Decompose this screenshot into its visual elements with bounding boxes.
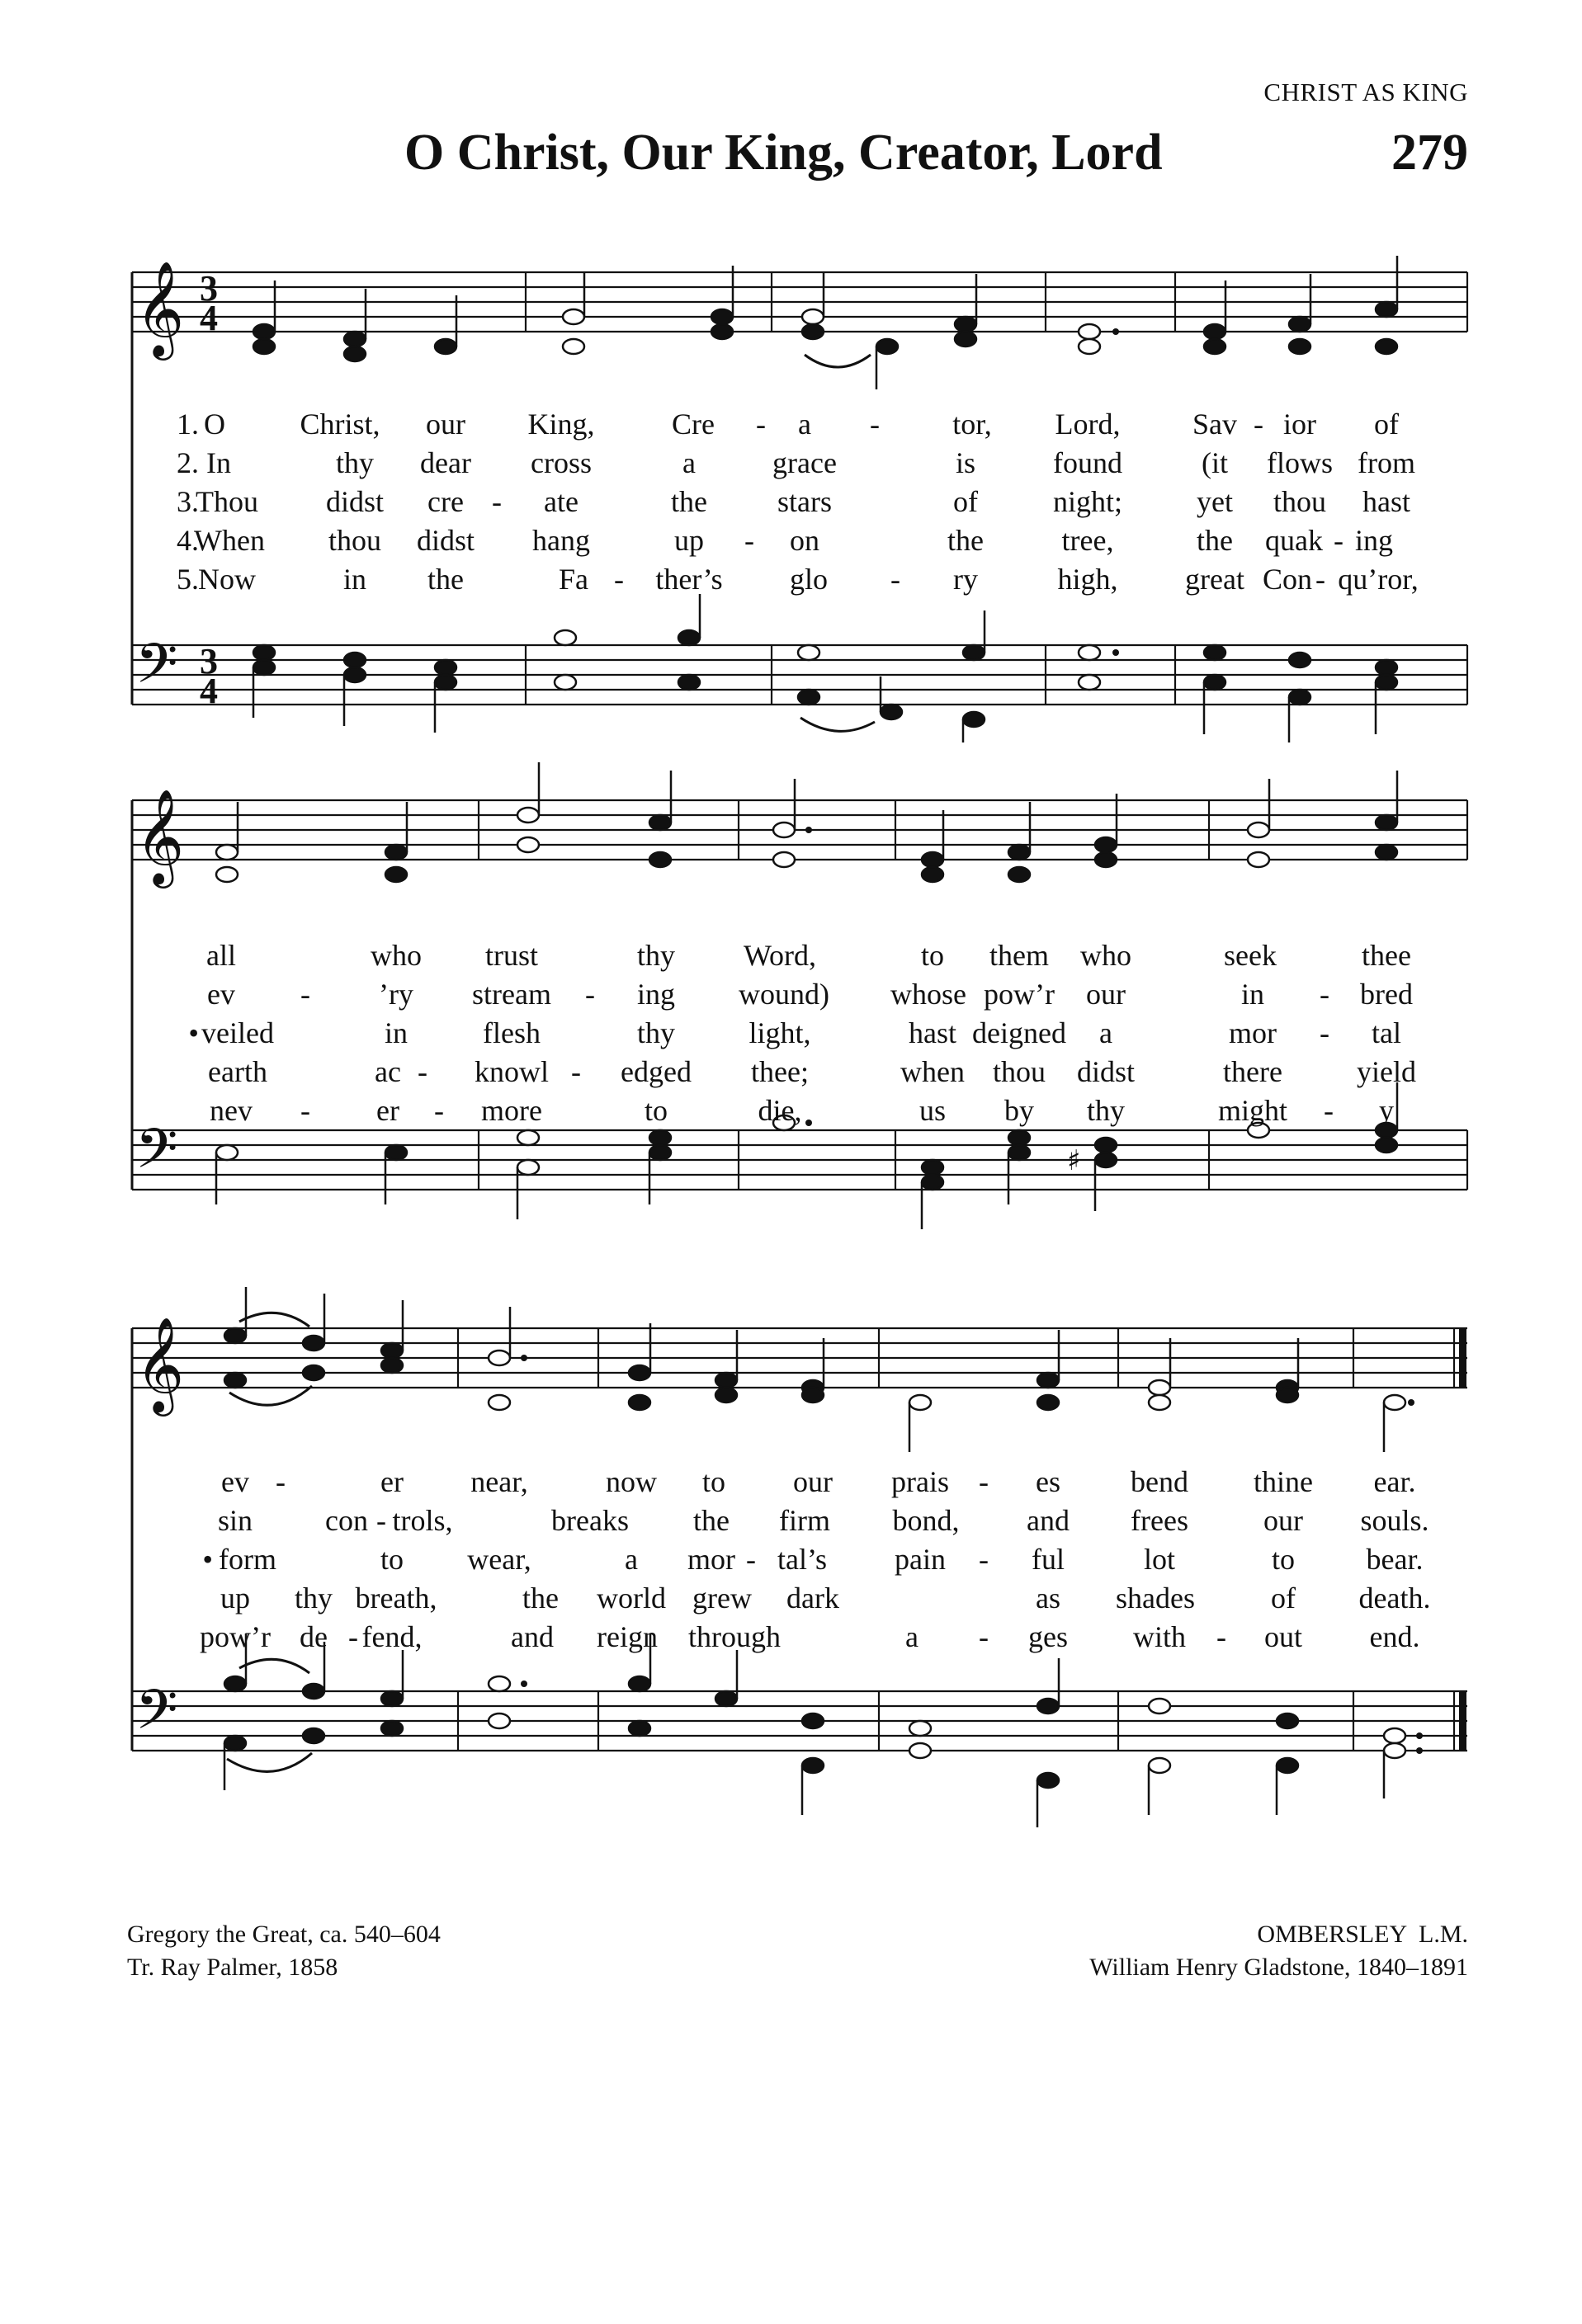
syllable: in xyxy=(1240,978,1265,1011)
syllable: when xyxy=(900,1055,965,1088)
syllable: - xyxy=(756,408,766,441)
syllable: shades xyxy=(1116,1582,1195,1615)
syllable: dear xyxy=(420,446,471,479)
syllable: a xyxy=(682,446,696,479)
lyric-line xyxy=(124,1581,1469,1619)
syllable: yet xyxy=(1197,485,1233,518)
verse-marker: • xyxy=(188,1016,199,1049)
bass-notes xyxy=(224,1676,1405,1788)
syllable: qu’ror, xyxy=(1338,563,1419,596)
lyric-line xyxy=(124,1093,1469,1132)
bass-clef-icon xyxy=(135,1678,177,1755)
syllable: ac xyxy=(375,1055,401,1088)
lyric-line xyxy=(124,1464,1469,1503)
syllable: didst xyxy=(1076,1055,1136,1088)
bass-clef-icon xyxy=(135,632,177,709)
syllable: - xyxy=(418,1055,427,1088)
syllable: - xyxy=(1254,408,1263,441)
syllable: death. xyxy=(1358,1582,1431,1615)
syllable: our xyxy=(1263,1504,1303,1537)
syllable: through xyxy=(688,1620,781,1653)
syllable: ing xyxy=(1354,524,1394,557)
syllable: in xyxy=(384,1016,408,1049)
lyric-line xyxy=(124,1542,1469,1581)
syllable: knowl xyxy=(475,1055,549,1088)
syllable: King, xyxy=(527,408,595,441)
syllable: a xyxy=(1099,1016,1112,1049)
syllable: thy xyxy=(294,1582,333,1615)
syllable: to xyxy=(380,1543,404,1576)
syllable: and xyxy=(511,1620,554,1653)
syllable: the xyxy=(427,563,464,596)
syllable: - xyxy=(979,1620,989,1653)
text-credits xyxy=(127,1918,441,1984)
syllable: die, xyxy=(758,1094,802,1127)
syllable: - xyxy=(1320,1016,1329,1049)
syllable: them xyxy=(989,939,1049,972)
syllable: near, xyxy=(470,1465,528,1498)
syllable: seek xyxy=(1224,939,1277,972)
syllable: form xyxy=(219,1543,276,1576)
syllable: - xyxy=(1216,1620,1226,1653)
syllable: didst xyxy=(325,485,385,518)
syllable: bond, xyxy=(892,1504,960,1537)
syllable: flesh xyxy=(483,1016,541,1049)
syllable: tal xyxy=(1372,1016,1401,1049)
lyric-line xyxy=(124,1016,1469,1054)
syllable: cre xyxy=(427,485,464,518)
syllable: found xyxy=(1053,446,1122,479)
syllable: great xyxy=(1185,563,1244,596)
syllable: who xyxy=(371,939,422,972)
syllable: firm xyxy=(779,1504,830,1537)
syllable: end. xyxy=(1369,1620,1420,1653)
syllable: O xyxy=(204,408,225,441)
syllable: light, xyxy=(748,1016,811,1049)
lyric-line xyxy=(124,1054,1469,1093)
syllable: to xyxy=(920,939,945,972)
syllable: mor xyxy=(687,1543,735,1576)
syllable: ’ry xyxy=(379,978,413,1011)
syllable: - xyxy=(1320,978,1329,1011)
syllable: trols, xyxy=(392,1504,453,1537)
syllable: es xyxy=(1036,1465,1060,1498)
author-credit: Gregory the Great, ca. 540–604 xyxy=(127,1921,441,1948)
syllable: thine xyxy=(1254,1465,1313,1498)
music-system-1 xyxy=(124,247,1469,742)
lyrics-system-2 xyxy=(124,938,1469,1132)
svg-text:𝄞: 𝄞 xyxy=(135,788,185,884)
syllable: - xyxy=(1334,524,1344,557)
hymn-number: 279 xyxy=(1391,125,1468,181)
syllable: might xyxy=(1217,1094,1288,1127)
syllable: veiled xyxy=(201,1016,274,1049)
syllable: tal’s xyxy=(777,1543,827,1576)
syllable: there xyxy=(1223,1055,1282,1088)
syllable: er xyxy=(376,1094,399,1127)
syllable: reign xyxy=(597,1620,658,1653)
treble-clef-icon xyxy=(135,788,184,889)
svg-text:𝄢: 𝄢 xyxy=(135,1678,178,1755)
syllable: glo xyxy=(789,563,829,596)
svg-text:3: 3 xyxy=(200,268,218,309)
syllable: thee; xyxy=(751,1055,809,1088)
syllable: Thou xyxy=(196,485,258,518)
syllable: Sav xyxy=(1192,408,1237,441)
syllable: - xyxy=(300,978,310,1011)
tune-name: OMBERSLEY L.M. xyxy=(1257,1921,1468,1948)
syllable: from xyxy=(1358,446,1415,479)
syllable: our xyxy=(1086,978,1126,1011)
syllable: hast xyxy=(1362,485,1410,518)
syllable: edged xyxy=(621,1055,692,1088)
syllable: a xyxy=(625,1543,638,1576)
syllable: the xyxy=(671,485,707,518)
syllable: cross xyxy=(531,446,592,479)
syllable: the xyxy=(1197,524,1233,557)
syllable: to xyxy=(701,1465,726,1498)
svg-text:3: 3 xyxy=(200,641,218,681)
syllable: thou xyxy=(1273,485,1327,518)
syllable: stream xyxy=(472,978,551,1011)
syllable: lot xyxy=(1143,1543,1176,1576)
syllable: - xyxy=(979,1543,989,1576)
syllable: Lord, xyxy=(1055,408,1121,441)
syllable: to xyxy=(644,1094,668,1127)
svg-text:𝄢: 𝄢 xyxy=(135,1117,178,1194)
syllable: a xyxy=(798,408,811,441)
syllable: (it xyxy=(1202,446,1228,479)
syllable: bend xyxy=(1131,1465,1188,1498)
syllable: breaks xyxy=(551,1504,629,1537)
syllable: - xyxy=(614,563,624,596)
syllable: - xyxy=(744,524,754,557)
syllable: in xyxy=(342,563,367,596)
syllable: pain xyxy=(895,1543,946,1576)
syllable: grew xyxy=(692,1582,752,1615)
syllable: wear, xyxy=(467,1543,531,1576)
syllable: ev xyxy=(207,978,235,1011)
syllable: didst xyxy=(416,524,475,557)
syllable: y xyxy=(1379,1094,1394,1127)
syllable: ges xyxy=(1028,1620,1068,1653)
syllable: prais xyxy=(891,1465,949,1498)
syllable: yield xyxy=(1357,1055,1416,1088)
syllable: - xyxy=(376,1504,386,1537)
syllable: - xyxy=(890,563,900,596)
syllable: frees xyxy=(1131,1504,1188,1537)
syllable: - xyxy=(870,408,880,441)
syllable: Cre xyxy=(672,408,715,441)
svg-text:𝄢: 𝄢 xyxy=(135,632,178,709)
syllable: Fa xyxy=(559,563,588,596)
syllable: as xyxy=(1036,1582,1060,1615)
syllable: the xyxy=(947,524,984,557)
svg-text:4: 4 xyxy=(200,671,218,711)
syllable: - xyxy=(979,1465,989,1498)
syllable: and xyxy=(1027,1504,1070,1537)
treble-notes xyxy=(224,1328,1405,1410)
syllable: all xyxy=(206,939,236,972)
syllable: ther’s xyxy=(655,563,723,596)
syllable: trust xyxy=(484,939,539,972)
treble-clef-icon xyxy=(135,1316,184,1417)
syllable: thou xyxy=(992,1055,1046,1088)
syllable: grace xyxy=(772,446,837,479)
syllable: bred xyxy=(1360,978,1413,1011)
lyric-line xyxy=(124,977,1469,1016)
verse-number: 3. xyxy=(177,485,199,518)
syllable: quak xyxy=(1265,524,1323,557)
syllable: thy xyxy=(636,1016,676,1049)
syllable: on xyxy=(790,524,819,557)
syllable: Now xyxy=(198,563,256,596)
syllable: - xyxy=(434,1094,444,1127)
syllable: ear. xyxy=(1373,1465,1416,1498)
syllable: flows xyxy=(1267,446,1333,479)
syllable: of xyxy=(1374,408,1399,441)
hymn-title: O Christ, Our King, Creator, Lord xyxy=(404,125,1163,181)
syllable: When xyxy=(194,524,265,557)
syllable: er xyxy=(380,1465,404,1498)
syllable: - xyxy=(276,1465,286,1498)
lyric-line xyxy=(124,562,1469,601)
syllable: tor, xyxy=(952,408,992,441)
syllable: us xyxy=(919,1094,947,1127)
syllable: to xyxy=(1271,1543,1296,1576)
svg-text:4: 4 xyxy=(200,298,218,338)
syllable: Con xyxy=(1262,563,1313,596)
lyrics-system-1 xyxy=(124,407,1469,601)
syllable: ior xyxy=(1283,408,1316,441)
syllable: our xyxy=(426,408,465,441)
syllable: tree, xyxy=(1061,524,1114,557)
music-system-2 xyxy=(124,759,1469,1254)
syllable: by xyxy=(1004,1094,1034,1127)
syllable: stars xyxy=(777,485,832,518)
syllable: ate xyxy=(544,485,578,518)
verse-number: 2. xyxy=(177,446,199,479)
lyric-line xyxy=(124,407,1469,445)
syllable: fend, xyxy=(361,1620,423,1653)
syllable: - xyxy=(300,1094,310,1127)
syllable: - xyxy=(585,978,595,1011)
syllable: the xyxy=(693,1504,730,1537)
syllable: de xyxy=(300,1620,328,1653)
syllable: is xyxy=(955,446,976,479)
syllable: thy xyxy=(335,446,375,479)
lyric-line xyxy=(124,445,1469,484)
syllable: ev xyxy=(221,1465,249,1498)
syllable: with xyxy=(1132,1620,1187,1653)
lyric-line xyxy=(124,1503,1469,1542)
syllable: thee xyxy=(1362,939,1411,972)
composer-credit: William Henry Gladstone, 1840–1891 xyxy=(1089,1954,1468,1981)
syllable: dark xyxy=(786,1582,839,1615)
syllable: In xyxy=(206,446,231,479)
syllable: of xyxy=(953,485,978,518)
syllable: world xyxy=(597,1582,666,1615)
syllable: - xyxy=(348,1620,358,1653)
syllable: up xyxy=(674,524,704,557)
syllable: con xyxy=(325,1504,368,1537)
syllable: - xyxy=(571,1055,581,1088)
syllable: more xyxy=(481,1094,542,1127)
syllable: souls. xyxy=(1360,1504,1429,1537)
syllable: thy xyxy=(636,939,676,972)
translator-credit: Tr. Ray Palmer, 1858 xyxy=(127,1954,338,1981)
verse-number: 4. xyxy=(177,524,199,557)
syllable: breath, xyxy=(355,1582,437,1615)
svg-text:𝄞: 𝄞 xyxy=(135,260,185,356)
music-system-3 xyxy=(124,1287,1469,1881)
syllable: whose xyxy=(890,978,966,1011)
syllable: thou xyxy=(328,524,382,557)
syllable: hast xyxy=(909,1016,956,1049)
syllable: pow’r xyxy=(200,1620,271,1653)
syllable: out xyxy=(1263,1620,1303,1653)
syllable: who xyxy=(1080,939,1131,972)
verse-number: 5. xyxy=(177,563,199,596)
syllable: now xyxy=(606,1465,657,1498)
syllable: ing xyxy=(636,978,676,1011)
syllable: night; xyxy=(1052,485,1123,518)
category-label: CHRIST AS KING xyxy=(1263,78,1468,106)
syllable: nev xyxy=(210,1094,253,1127)
syllable: up xyxy=(220,1582,250,1615)
syllable: deigned xyxy=(972,1016,1066,1049)
syllable: Christ, xyxy=(300,408,380,441)
syllable: - xyxy=(1324,1094,1334,1127)
syllable: of xyxy=(1271,1582,1296,1615)
syllable: wound) xyxy=(739,978,829,1011)
syllable: sin xyxy=(217,1504,253,1537)
syllable: - xyxy=(492,485,502,518)
treble-clef-icon xyxy=(135,260,184,361)
syllable: our xyxy=(793,1465,833,1498)
syllable: - xyxy=(746,1543,756,1576)
tune-credits xyxy=(1089,1918,1468,1984)
syllable: ful xyxy=(1032,1543,1065,1576)
syllable: hang xyxy=(532,524,590,557)
sharp-icon: ♯ xyxy=(1067,1144,1081,1177)
syllable: ry xyxy=(953,563,978,596)
syllable: high, xyxy=(1057,563,1118,596)
syllable: pow’r xyxy=(984,978,1055,1011)
lyric-line xyxy=(124,484,1469,523)
lyric-line xyxy=(124,938,1469,977)
syllable: earth xyxy=(208,1055,267,1088)
lyric-line xyxy=(124,1619,1469,1658)
lyrics-system-3 xyxy=(124,1464,1469,1658)
lyric-line xyxy=(124,523,1469,562)
syllable: thy xyxy=(1086,1094,1126,1127)
syllable: a xyxy=(905,1620,919,1653)
syllable: bear. xyxy=(1366,1543,1424,1576)
syllable: the xyxy=(522,1582,559,1615)
svg-text:𝄞: 𝄞 xyxy=(135,1316,185,1412)
syllable: - xyxy=(1315,563,1325,596)
verse-marker: • xyxy=(202,1543,213,1576)
syllable: mor xyxy=(1229,1016,1277,1049)
verse-number: 1. xyxy=(177,408,199,441)
syllable: Word, xyxy=(743,939,817,972)
